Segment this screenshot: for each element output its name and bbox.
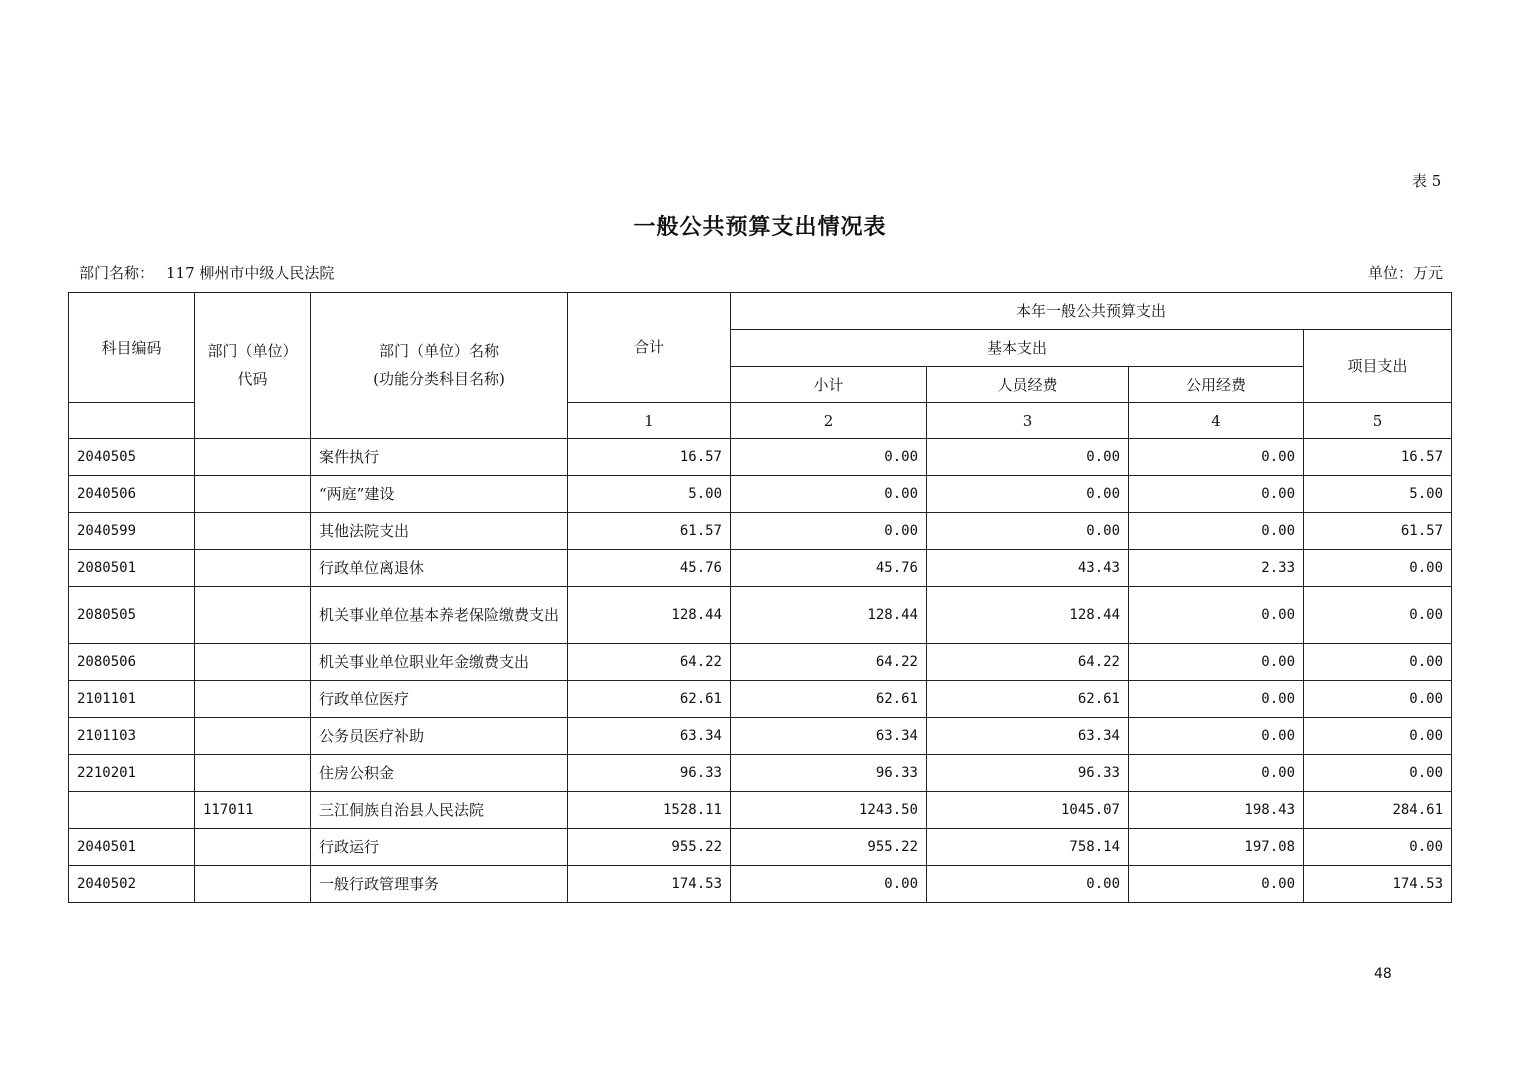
public-cell: 0.00 [1129, 439, 1304, 476]
project-cell: 5.00 [1304, 476, 1452, 513]
dept-code-cell [195, 755, 311, 792]
project-cell: 0.00 [1304, 829, 1452, 866]
item-name-cell: “两庭”建设 [311, 476, 568, 513]
personnel-cell: 64.22 [927, 644, 1129, 681]
subtotal-cell: 62.61 [731, 681, 927, 718]
project-cell: 0.00 [1304, 587, 1452, 644]
item-name-cell: 机关事业单位职业年金缴费支出 [311, 644, 568, 681]
subject-code-cell: 2040502 [69, 866, 195, 903]
personnel-cell: 758.14 [927, 829, 1129, 866]
personnel-cell: 0.00 [927, 439, 1129, 476]
column-number-2: 2 [731, 403, 927, 439]
total-cell: 955.22 [568, 829, 731, 866]
table-row [69, 644, 1452, 681]
subtotal-cell: 0.00 [731, 866, 927, 903]
public-cell: 0.00 [1129, 866, 1304, 903]
column-number-3: 3 [927, 403, 1129, 439]
public-cell: 0.00 [1129, 718, 1304, 755]
subtotal-cell: 0.00 [731, 476, 927, 513]
personnel-cell: 0.00 [927, 866, 1129, 903]
header-dept-name [311, 293, 568, 439]
personnel-cell: 0.00 [927, 476, 1129, 513]
dept-code-cell [195, 681, 311, 718]
table-row [69, 681, 1452, 718]
project-cell: 0.00 [1304, 644, 1452, 681]
header-subject-code: 科目编码 [69, 293, 195, 403]
total-cell: 45.76 [568, 550, 731, 587]
dept-code-cell [195, 866, 311, 903]
public-cell: 0.00 [1129, 513, 1304, 550]
subtotal-cell: 64.22 [731, 644, 927, 681]
total-cell: 174.53 [568, 866, 731, 903]
table-row [69, 587, 1452, 644]
public-cell: 0.00 [1129, 476, 1304, 513]
dept-code-cell [195, 476, 311, 513]
header-public: 公用经费 [1129, 367, 1304, 403]
item-name-cell: 行政单位医疗 [311, 681, 568, 718]
total-cell: 5.00 [568, 476, 731, 513]
header-dept-code [195, 293, 311, 439]
item-name-cell: 行政单位离退休 [311, 550, 568, 587]
table-row [69, 866, 1452, 903]
item-name-cell: 公务员医疗补助 [311, 718, 568, 755]
header-dept-name-line1: 部门（单位）名称 [378, 342, 499, 360]
personnel-cell: 0.00 [927, 513, 1129, 550]
public-cell: 0.00 [1129, 644, 1304, 681]
total-cell: 128.44 [568, 587, 731, 644]
subject-code-cell: 2040599 [69, 513, 195, 550]
subtotal-cell: 128.44 [731, 587, 927, 644]
total-cell: 1528.11 [568, 792, 731, 829]
subject-code-cell: 2040501 [69, 829, 195, 866]
total-cell: 62.61 [568, 681, 731, 718]
subject-code-cell: 2080505 [69, 587, 195, 644]
header-basic-group: 基本支出 [731, 330, 1304, 367]
personnel-cell: 63.34 [927, 718, 1129, 755]
project-cell: 0.00 [1304, 550, 1452, 587]
dept-code-cell [195, 439, 311, 476]
subtotal-cell: 955.22 [731, 829, 927, 866]
subject-code-cell: 2101103 [69, 718, 195, 755]
header-subject-code-blank [69, 403, 195, 439]
item-name-cell: 住房公积金 [311, 755, 568, 792]
table-number: 表 5 [1412, 172, 1442, 190]
table-row [69, 476, 1452, 513]
subject-code-cell: 2040505 [69, 439, 195, 476]
subject-code-cell: 2210201 [69, 755, 195, 792]
header-personnel: 人员经费 [927, 367, 1129, 403]
table-row [69, 550, 1452, 587]
project-cell: 0.00 [1304, 718, 1452, 755]
personnel-cell: 62.61 [927, 681, 1129, 718]
project-cell: 0.00 [1304, 681, 1452, 718]
project-cell: 174.53 [1304, 866, 1452, 903]
table-row [69, 513, 1452, 550]
personnel-cell: 1045.07 [927, 792, 1129, 829]
item-name-cell: 一般行政管理事务 [311, 866, 568, 903]
subtotal-cell: 1243.50 [731, 792, 927, 829]
dept-code-cell [195, 829, 311, 866]
budget-table [68, 292, 1452, 903]
table-row [69, 829, 1452, 866]
table-body [69, 439, 1452, 903]
dept-code-cell [195, 587, 311, 644]
item-name-cell: 行政运行 [311, 829, 568, 866]
public-cell: 197.08 [1129, 829, 1304, 866]
subject-code-cell: 2101101 [69, 681, 195, 718]
total-cell: 63.34 [568, 718, 731, 755]
total-cell: 96.33 [568, 755, 731, 792]
department-value: 117 柳州市中级人民法院 [166, 264, 335, 282]
subject-code-cell: 2080506 [69, 644, 195, 681]
table-row [69, 755, 1452, 792]
subtotal-cell: 0.00 [731, 439, 927, 476]
page-number: 48 [1374, 966, 1392, 982]
public-cell: 0.00 [1129, 755, 1304, 792]
personnel-cell: 43.43 [927, 550, 1129, 587]
dept-code-cell [195, 513, 311, 550]
table-row [69, 439, 1452, 476]
subject-code-cell: 2080501 [69, 550, 195, 587]
header-dept-code-line2: 代码 [237, 370, 268, 388]
project-cell: 16.57 [1304, 439, 1452, 476]
table-row [69, 718, 1452, 755]
public-cell: 0.00 [1129, 587, 1304, 644]
personnel-cell: 128.44 [927, 587, 1129, 644]
header-budget-group: 本年一般公共预算支出 [731, 293, 1452, 330]
unit-label: 单位：万元 [1367, 264, 1443, 282]
department-label: 部门名称： [79, 264, 155, 282]
project-cell: 61.57 [1304, 513, 1452, 550]
department-line [79, 262, 334, 283]
item-name-cell: 机关事业单位基本养老保险缴费支出 [311, 587, 568, 644]
item-name-cell: 其他法院支出 [311, 513, 568, 550]
project-cell: 0.00 [1304, 755, 1452, 792]
subtotal-cell: 96.33 [731, 755, 927, 792]
header-total: 合计 [568, 293, 731, 403]
item-name-cell: 三江侗族自治县人民法院 [311, 792, 568, 829]
header-dept-code-line1: 部门（单位） [207, 342, 298, 360]
header-subtotal: 小计 [731, 367, 927, 403]
subtotal-cell: 45.76 [731, 550, 927, 587]
subtotal-cell: 63.34 [731, 718, 927, 755]
total-cell: 64.22 [568, 644, 731, 681]
header-project: 项目支出 [1304, 330, 1452, 403]
public-cell: 2.33 [1129, 550, 1304, 587]
subject-code-cell [69, 792, 195, 829]
total-cell: 16.57 [568, 439, 731, 476]
public-cell: 0.00 [1129, 681, 1304, 718]
personnel-cell: 96.33 [927, 755, 1129, 792]
column-number-4: 4 [1129, 403, 1304, 439]
table-row [69, 792, 1452, 829]
subtotal-cell: 0.00 [731, 513, 927, 550]
total-cell: 61.57 [568, 513, 731, 550]
subject-code-cell: 2040506 [69, 476, 195, 513]
dept-code-cell [195, 718, 311, 755]
dept-code-cell: 117011 [195, 792, 311, 829]
dept-code-cell [195, 550, 311, 587]
page-title: 一般公共预算支出情况表 [633, 214, 887, 240]
header-dept-name-line2: (功能分类科目名称) [373, 370, 505, 388]
table-header [69, 293, 1452, 439]
public-cell: 198.43 [1129, 792, 1304, 829]
dept-code-cell [195, 644, 311, 681]
item-name-cell: 案件执行 [311, 439, 568, 476]
column-number-5: 5 [1304, 403, 1452, 439]
project-cell: 284.61 [1304, 792, 1452, 829]
column-number-1: 1 [568, 403, 731, 439]
